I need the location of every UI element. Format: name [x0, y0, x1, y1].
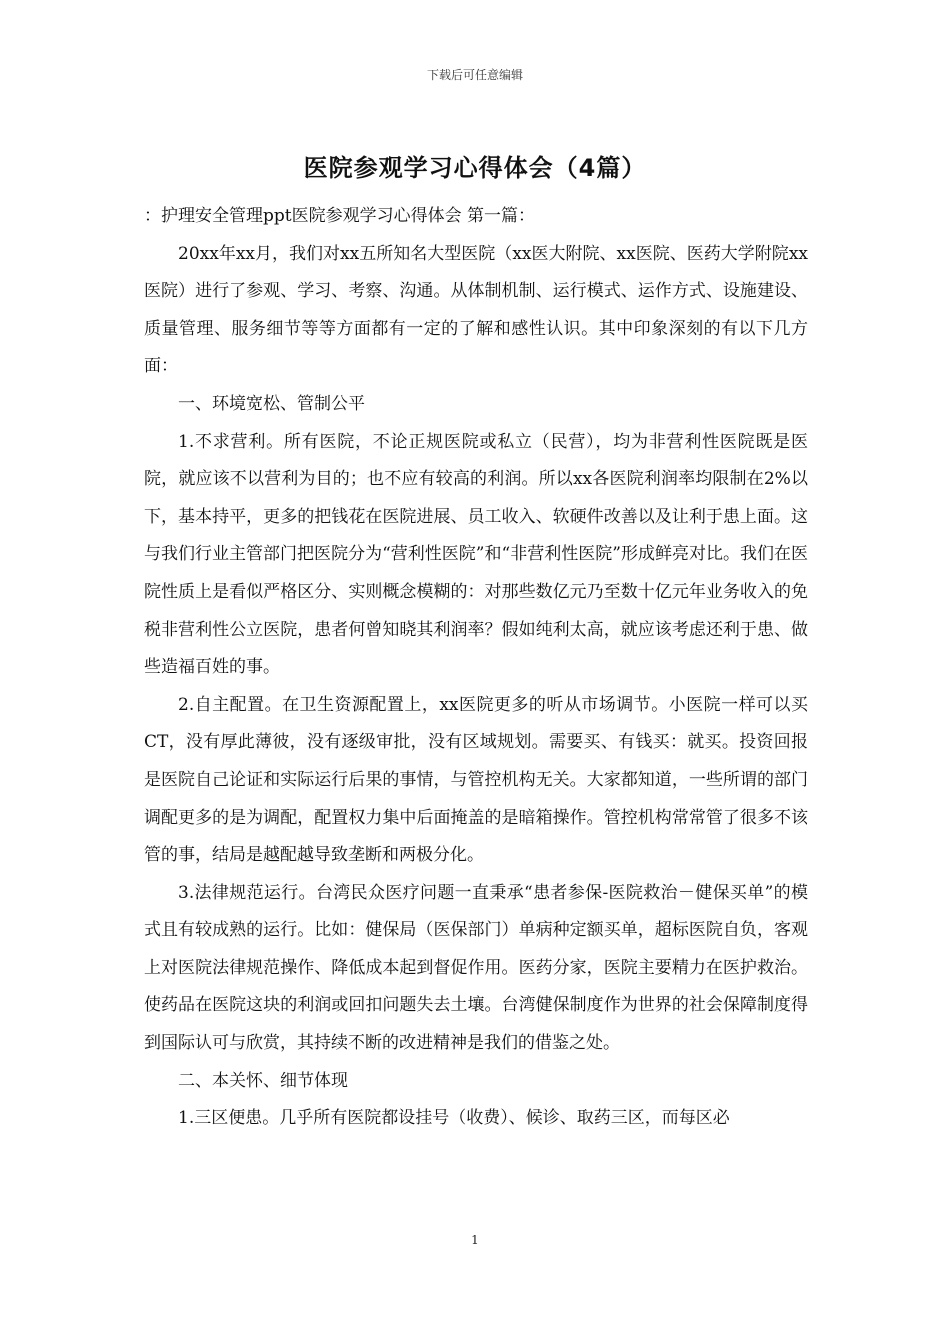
paragraph-intro: ：护理安全管理ppt医院参观学习心得体会 第一篇：	[144, 206, 535, 226]
section-heading: 一、环境宽松、管制公平	[178, 393, 365, 414]
paragraph: 1.三区便患。几乎所有医院都设挂号（收费）、候诊、取药三区，而每区必	[178, 1108, 730, 1129]
paragraph: 20xx年xx月，我们对xx五所知名大型医院（xx医大附院、xx医院、医药大学附院xx医院）进行了参观、学习、考察、沟通。从体制机制、运行模式、运作方式、设施建设、质量管理、服务细节等等方面都有一定的了解和感性认识。其中印象深刻的有以下几方面：	[144, 243, 808, 377]
page-header: 下载后可任意编辑	[426, 68, 523, 82]
document-title: 医院参观学习心得体会（4篇）	[303, 154, 647, 182]
page-number: 1	[471, 1233, 479, 1247]
paragraph: 1.不求营利。所有医院，不论正规医院或私立（民营），均为非营利性医院既是医院，就应该不以营利为目的；也不应有较高的利润。所以xx各医院利润率均限制在2%以下，基本持平，更多的把钱花在医院进展、员工收入、软硬件改善以及让利于患上面。这与我们行业主管部门把医院分为“营利性医院”和“非营利性医院”形成鲜亮对比。我们在医院性质上是看似严格区分、实则概念模糊的：对那些数亿元乃至数十亿元年业务收入的免税非营利性公立医院，患者何曾知晓其利润率？假如纯利太高，就应该考虑还利于患、做些造福百姓的事。	[144, 431, 808, 678]
section-heading: 二、本关怀、细节体现	[178, 1070, 348, 1091]
document-body	[144, 198, 808, 1138]
paragraph: 2.自主配置。在卫生资源配置上，xx医院更多的听从市场调节。小医院一样可以买CT，没有厚此薄彼，没有逐级审批，没有区域规划。需要买、有钱买：就买。投资回报是医院自己论证和实际运行后果的事情，与管控机构无关。大家都知道，一些所谓的部门调配更多的是为调配，配置权力集中后面掩盖的是暗箱操作。管控机构常常管了很多不该管的事，结局是越配越导致垄断和两极分化。	[144, 694, 808, 866]
paragraph: 3.法律规范运行。台湾民众医疗问题一直秉承“患者参保-医院救治－健保买单”的模式且有较成熟的运行。比如：健保局（医保部门）单病种定额买单，超标医院自负，客观上对医院法律规范操作、降低成本起到督促作用。医药分家，医院主要精力在医护救治。使药品在医院这块的利润或回扣问题失去土壤。台湾健保制度作为世界的社会保障制度得到国际认可与欣赏，其持续不断的改进精神是我们的借鉴之处。	[144, 882, 808, 1054]
